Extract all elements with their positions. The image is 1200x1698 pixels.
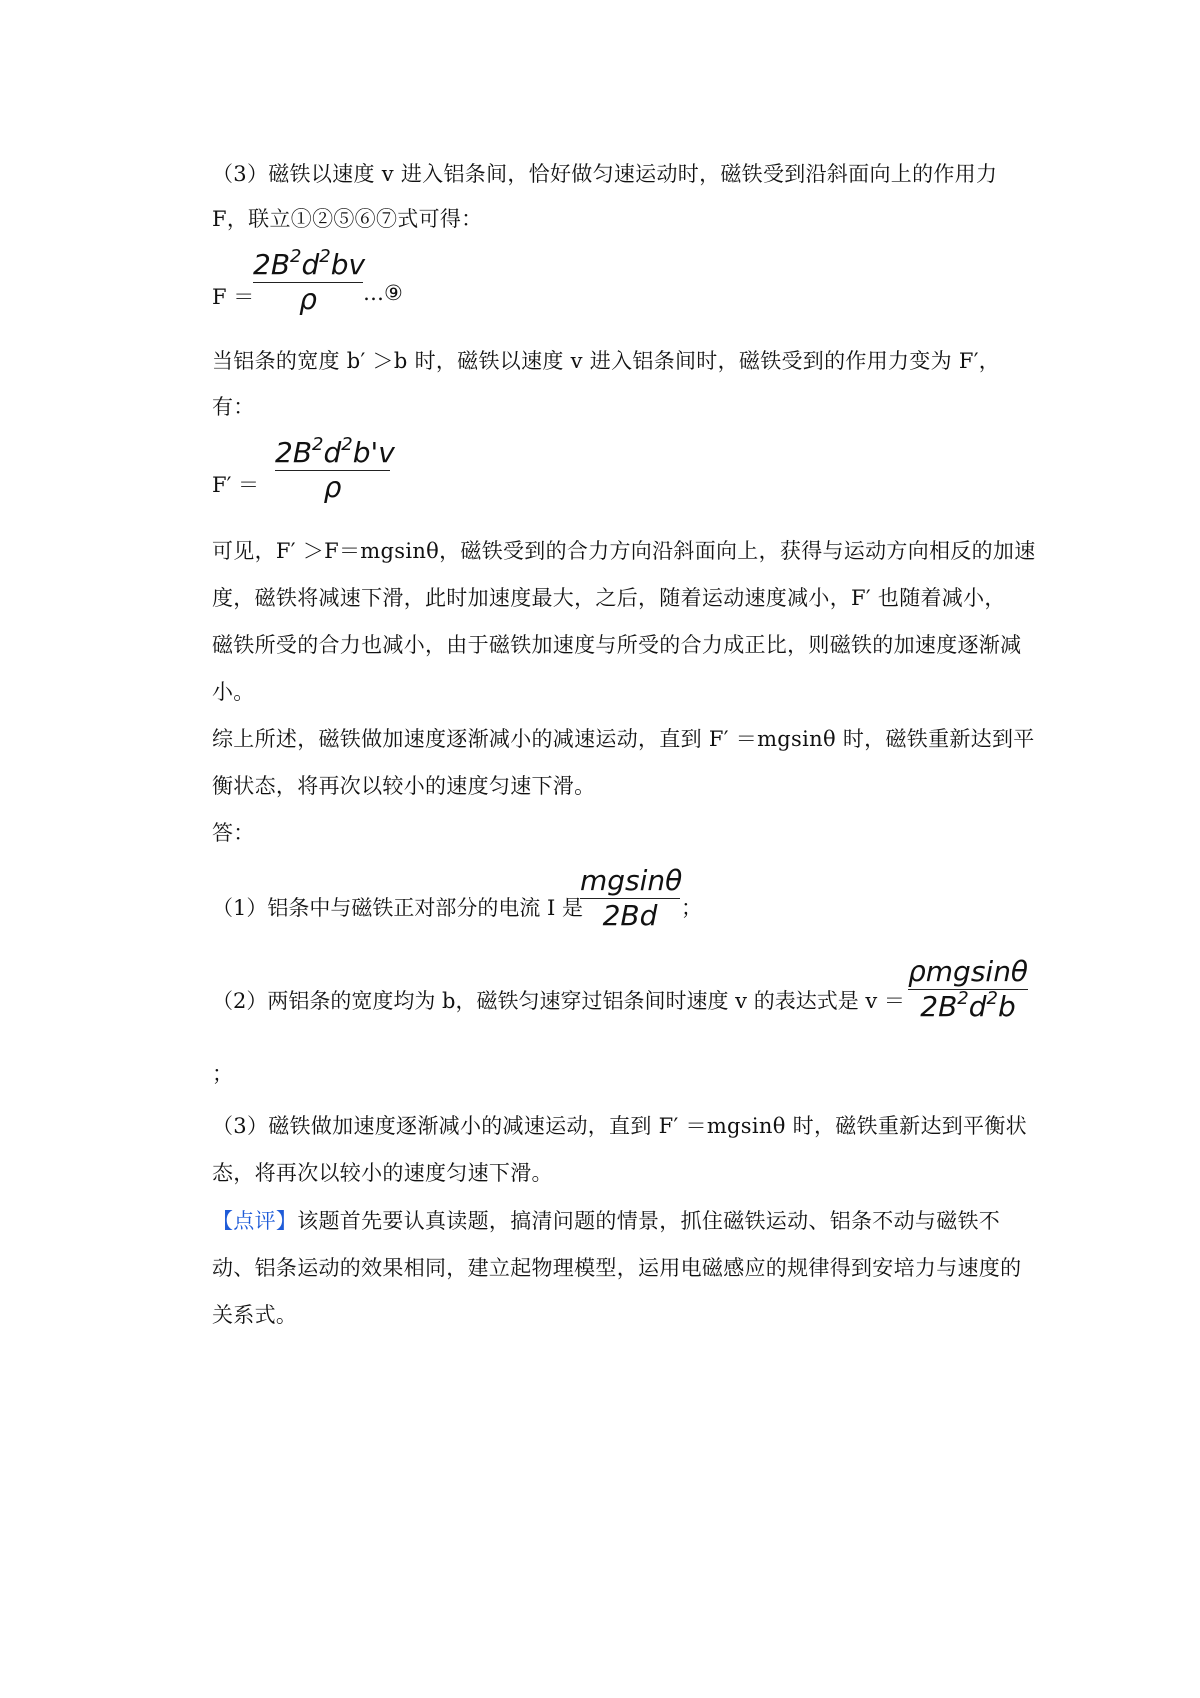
answer-2-numerator: ρmgsinθ xyxy=(908,955,1029,988)
eq9-tag: …⑨ xyxy=(363,281,403,305)
para-4-line-2: 有： xyxy=(212,395,255,419)
eq9-fraction xyxy=(253,246,366,317)
para-5-line-4: 小。 xyxy=(212,680,255,704)
answer-2-text: （2）两铝条的宽度均为 b，磁铁匀速穿过铝条间时速度 v 的表达式是 v ＝ xyxy=(212,989,905,1013)
eq9-denominator: ρ xyxy=(299,283,317,316)
answer-2-end: ； xyxy=(212,1062,233,1086)
comment-tag: 【点评】 xyxy=(212,1209,298,1233)
comment-text-1: 该题首先要认真读题，搞清问题的情景，抓住磁铁运动、铝条不动与磁铁不 xyxy=(297,1209,1001,1233)
answer-2-denominator: $2B^2d^2b$ xyxy=(920,988,1016,1023)
answer-1-end: ； xyxy=(681,896,702,920)
eq10-fraction xyxy=(275,434,395,505)
para-5-line-3: 磁铁所受的合力也减小，由于磁铁加速度与所受的合力成正比，则磁铁的加速度逐渐减 xyxy=(212,633,1022,657)
answer-1-denominator: 2Bd xyxy=(602,899,658,932)
para-3-line-2: F，联立①②⑤⑥⑦式可得： xyxy=(212,207,483,231)
eq9-numerator: $2B^2d^2bv$ xyxy=(253,246,366,281)
para-3-line-1: （3）磁铁以速度 v 进入铝条间，恰好做匀速运动时，磁铁受到沿斜面向上的作用力 xyxy=(212,162,998,186)
para-5-line-1: 可见，F′ ＞F＝mgsinθ，磁铁受到的合力方向沿斜面向上，获得与运动方向相反的加速 xyxy=(212,539,1036,563)
comment-line-1 xyxy=(212,1205,1000,1235)
eq10-denominator: ρ xyxy=(323,471,342,504)
eq10-numerator: $2B^2d^2b'v$ xyxy=(275,434,395,469)
para-6-line-1: 综上所述，磁铁做加速度逐渐减小的减速运动，直到 F′ ＝mgsinθ 时，磁铁重新达到平 xyxy=(212,727,1035,751)
comment-line-3: 关系式。 xyxy=(212,1303,298,1327)
eq9-lhs: F ＝ xyxy=(212,285,255,309)
answer-label: 答： xyxy=(212,821,255,845)
answer-2-fraction xyxy=(908,955,1028,1024)
answer-3-line-2: 态，将再次以较小的速度匀速下滑。 xyxy=(212,1161,553,1185)
para-5-line-2: 度，磁铁将减速下滑，此时加速度最大，之后，随着运动速度减小，F′ 也随着减小， xyxy=(212,586,1006,610)
answer-1-text: （1）铝条中与磁铁正对部分的电流 I 是 xyxy=(212,896,584,920)
answer-1-numerator: mgsinθ xyxy=(580,864,683,897)
eq10-lhs: F′ ＝ xyxy=(212,473,260,497)
answer-3-line-1: （3）磁铁做加速度逐渐减小的减速运动，直到 F′ ＝mgsinθ 时，磁铁重新达到平衡状 xyxy=(212,1114,1027,1138)
para-4-line-1: 当铝条的宽度 b′ ＞b 时，磁铁以速度 v 进入铝条间时，磁铁受到的作用力变为 F′， xyxy=(212,349,1001,373)
para-6-line-2: 衡状态，将再次以较小的速度匀速下滑。 xyxy=(212,774,596,798)
comment-line-2: 动、铝条运动的效果相同，建立起物理模型，运用电磁感应的规律得到安培力与速度的 xyxy=(212,1256,1022,1280)
answer-1-fraction xyxy=(580,864,683,933)
